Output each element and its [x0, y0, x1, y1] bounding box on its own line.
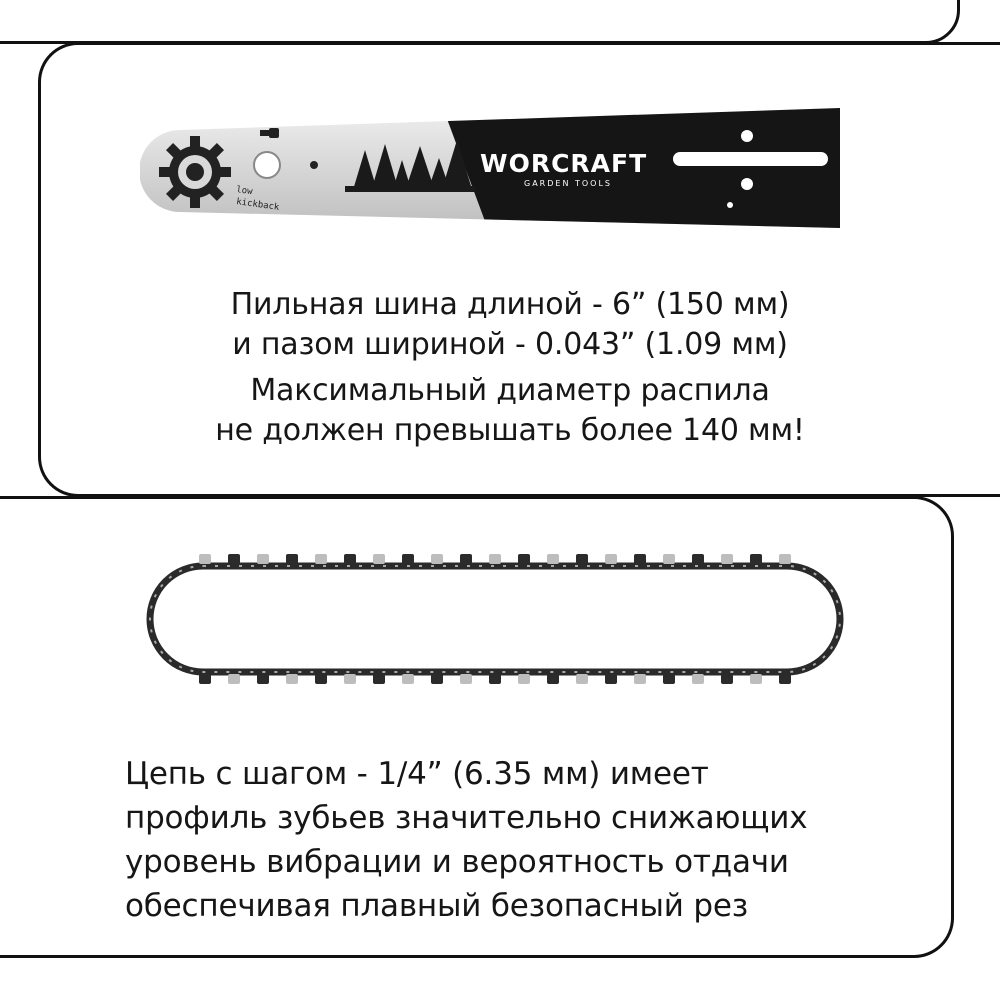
chain-tooth	[402, 674, 414, 684]
chain-tooth	[576, 674, 588, 684]
chain-tooth	[344, 674, 356, 684]
chain-tooth	[779, 674, 791, 684]
chain-tooth	[779, 554, 791, 564]
chain-tooth	[460, 554, 472, 564]
chain-tooth	[431, 674, 443, 684]
chain-tooth	[721, 674, 733, 684]
top-frame-fragment	[0, 0, 960, 44]
sprocket-icon	[159, 136, 231, 208]
chain-tooth	[431, 554, 443, 564]
chain-tooth	[286, 674, 298, 684]
chain-tooth	[315, 674, 327, 684]
chain-tooth	[721, 554, 733, 564]
chain-tooth	[692, 554, 704, 564]
bar-marking-kickback: kickback	[235, 197, 280, 214]
chain-tooth	[373, 554, 385, 564]
chain-description-line: уровень вибрации и вероятность отдачи	[125, 844, 789, 880]
bar-description-line: не должен превышать более 140 мм!	[215, 413, 805, 448]
guide-bar-image	[140, 100, 850, 240]
chain-tooth	[692, 674, 704, 684]
chain-tooth	[199, 554, 211, 564]
chain-tooth	[373, 674, 385, 684]
chain-tooth	[257, 674, 269, 684]
bar-description-line: и пазом шириной - 0.043” (1.09 мм)	[232, 327, 788, 362]
chain-tooth	[605, 554, 617, 564]
chain-description-line: профиль зубьев значительно снижающих	[125, 800, 808, 836]
chain-description	[125, 752, 955, 928]
brand-subtitle: GARDEN TOOLS	[524, 179, 612, 188]
brand-logo: WORCRAFT	[480, 149, 648, 178]
bar-description	[100, 285, 920, 451]
chain-description-line: обеспечивая плавный безопасный рез	[125, 888, 748, 924]
chain-tooth	[228, 674, 240, 684]
chain-tooth	[315, 554, 327, 564]
chain-tooth	[547, 554, 559, 564]
chain-tooth	[518, 554, 530, 564]
bar-marking-low: low	[235, 185, 254, 198]
chain-tooth	[634, 674, 646, 684]
chain-tooth	[228, 554, 240, 564]
chain-tooth	[634, 554, 646, 564]
chain-tooth	[402, 554, 414, 564]
bar-description-line: Пильная шина длиной - 6” (150 мм)	[230, 287, 790, 322]
chain-tooth	[257, 554, 269, 564]
chain-tooth	[605, 674, 617, 684]
bar-description-line: Максимальный диаметр распила	[250, 373, 770, 408]
chain-tooth	[518, 674, 530, 684]
chain-tooth	[489, 554, 501, 564]
chain-tooth	[663, 554, 675, 564]
chain-tooth	[286, 554, 298, 564]
chain-tooth	[547, 674, 559, 684]
chain-tooth	[663, 674, 675, 684]
chain-tooth	[199, 674, 211, 684]
saw-chain-image	[100, 530, 900, 710]
chain-tooth	[489, 674, 501, 684]
chain-tooth	[576, 554, 588, 564]
chain-tooth	[344, 554, 356, 564]
chain-tooth	[750, 674, 762, 684]
chain-description-line: Цепь с шагом - 1/4” (6.35 мм) имеет	[125, 756, 709, 792]
chain-tooth	[750, 554, 762, 564]
chain-tooth	[460, 674, 472, 684]
